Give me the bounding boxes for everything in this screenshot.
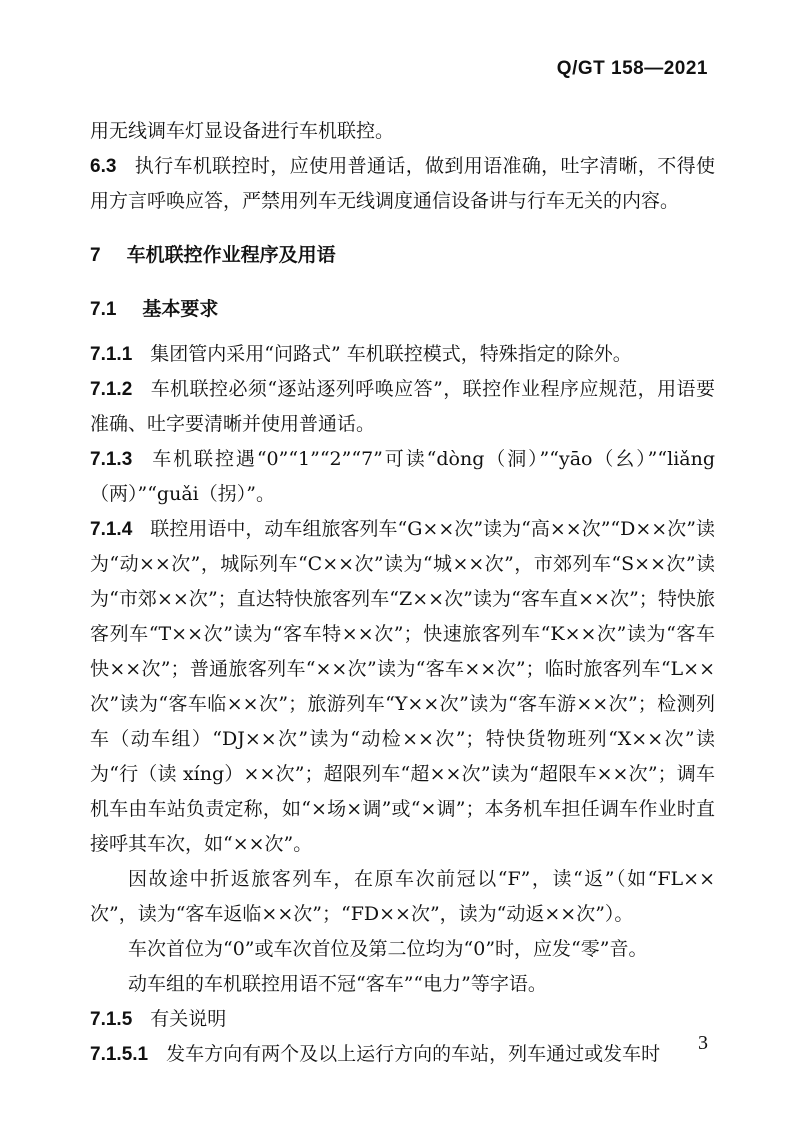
paragraph-turnback-trains: 因故途中折返旅客列车，在原车次前冠以“F”，读“返”（如“FL××次”，读为“客车返临××次”；“FD××次”，读为“动返××次”）。 — [90, 868, 715, 925]
clause-number: 7.1.5.1 — [90, 1044, 149, 1065]
section-7-heading — [90, 238, 715, 273]
document-body — [90, 114, 715, 1072]
clause-text: 车机联控遇“0”“1”“2”“7”可读“dòng（洞）”“yāo（幺）”“liǎng（两）”“guǎi（拐）”。 — [90, 448, 715, 505]
clause-text: 车机联控必须“逐站逐列呼唤应答”，联控作业程序应规范，用语要准确、吐字要清晰并使用普通话。 — [90, 378, 715, 435]
clause-number: 7.1.3 — [90, 449, 133, 470]
clause-7-1-1 — [90, 337, 715, 372]
clause-7-1-5-1 — [90, 1037, 715, 1072]
clause-7-1-3 — [90, 442, 715, 512]
section-number: 7 — [90, 245, 101, 266]
clause-number: 7.1.5 — [90, 1009, 133, 1030]
section-number: 7.1 — [90, 299, 117, 320]
section-title: 基本要求 — [142, 299, 219, 320]
page-number: 3 — [698, 1032, 708, 1054]
clause-7-1-2 — [90, 372, 715, 442]
clause-7-1-5 — [90, 1002, 715, 1037]
section-title: 车机联控作业程序及用语 — [126, 245, 336, 266]
clause-number: 7.1.2 — [90, 379, 133, 400]
section-7-1-heading — [90, 292, 715, 327]
clause-number: 7.1.1 — [90, 344, 133, 365]
clause-number: 6.3 — [90, 156, 117, 177]
document-code-header: Q/GT 158—2021 — [556, 58, 708, 79]
paragraph-zero-pronunciation: 车次首位为“0”或车次首位及第二位均为“0”时，应发“零”音。 — [128, 938, 648, 960]
clause-text: 集团管内采用“问路式” 车机联控模式，特殊指定的除外。 — [150, 343, 632, 365]
clause-6-3 — [90, 149, 715, 219]
clause-text: 执行车机联控时，应使用普通话，做到用语准确，吐字清晰，不得使用方言呼唤应答，严禁用列车无线调度通信设备讲与行车无关的内容。 — [90, 155, 715, 212]
paragraph-emu-wording: 动车组的车机联控用语不冠“客车”“电力”等字语。 — [128, 973, 547, 995]
continuation-line: 用无线调车灯显设备进行车机联控。 — [90, 120, 395, 142]
clause-text: 有关说明 — [150, 1008, 227, 1030]
clause-number: 7.1.4 — [90, 519, 133, 540]
clause-text: 发车方向有两个及以上运行方向的车站，列车通过或发车时 — [166, 1043, 661, 1065]
clause-text: 联控用语中，动车组旅客列车“G××次”读为“高××次”“D××次”读为“动××次”，城际列车“C××次”读为“城××次”，市郊列车“S××次”读为“市郊××次”；直达特快旅客列车“Z××次”读为“客车直××次”；特快旅客列车“T××次”读为“客车特××次”；快速旅客列车“K××次”读为“客车快××次”；普通旅客列车“××次”读为“客车××次”；临时旅客列车“L××次”读为“客车临××次”；旅游列车“Y××次”读为“客车游××次”；检测列车（动车组）“DJ××次”读为“动检××次”；特快货物班列“X××次”读为“行（读 xíng）××次”；超限列车“超××次”读为“超限车××次”；调车机车由车站负责定称，如“×场×调”或“×调”；本务机车担任调车作业时直接呼其车次，如“××次”。 — [90, 518, 715, 855]
clause-7-1-4 — [90, 512, 715, 862]
